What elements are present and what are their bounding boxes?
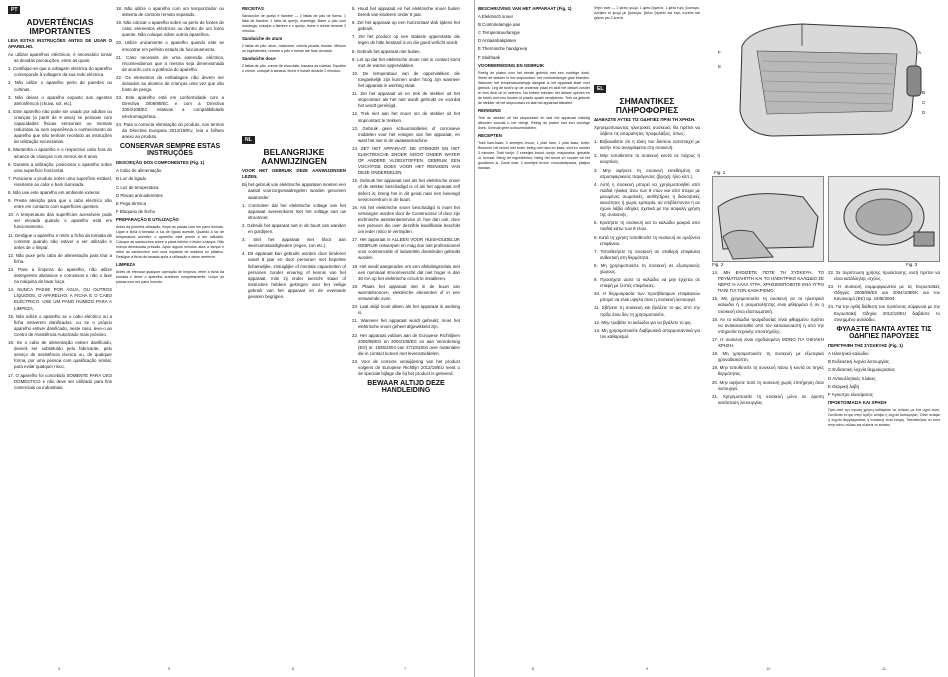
list-item: Bij het gebruik van elektrische apparaten moeten een aantal voorzorgsmaatregelen worden genomen waaronder: xyxy=(242,182,346,200)
fig-label-c: C xyxy=(922,100,926,105)
list-item: E Thermische handgreep xyxy=(478,46,528,52)
keep-instructions-el: ΦΥΛΑΞΤΕ ΠΑΝΤΑ ΑΥΤΕΣ ΤΙΣ ΟΔΗΓΙΕΣ ΠΑΡΟΥΣΕΣ xyxy=(836,325,932,340)
warning-list-pt-2 xyxy=(116,6,224,140)
list-item: 18. Não utilize o aparelho com um temporizador ou sistema de controlo remoto separado. xyxy=(116,6,224,18)
list-item: B Luz de ligado xyxy=(116,176,147,182)
list-item: E Θερμική λαβή xyxy=(828,383,860,389)
intro-el: ΔΙΑΒΑΣΤΕ ΑΥΤΕΣ ΤΙΣ ΟΔΗΓΙΕΣ ΠΡΙΝ ΤΗ ΧΡΗΣΗ. xyxy=(594,116,696,122)
list-item: 17. Η συσκευή είναι σχεδιασμένη ΜΟΝΟ ΓΙΑ ΟΙΚΙΑΚΗ ΧΡΗΣΗ. xyxy=(712,336,824,349)
page-number: 5 xyxy=(168,666,171,671)
list-item: 19. Μην τοποθετείτε τη συσκευή πάνω ή κοντά σε πηγές θερμότητας. xyxy=(712,365,824,377)
body-text: 2 fatias de pão, creme de chocolate, banana às rodelas. Espalhe o creme, coloque a banana, feche e tueste durante 2 minutos. xyxy=(242,64,346,74)
subheading: DESCRIÇÃO DOS COMPONENTES (Fig. 1) xyxy=(116,160,205,166)
list-item: 8. Μη χρησιμοποιείτε τη συσκευή σε εξωτερικούς χώρους. xyxy=(594,262,700,274)
body-text: Ψητό τοστ — 2 φέτες ψωμί, 1 φέτα ζαμπόν, 1 φέτα τυρί, βούτυρο. Αλείψτε το ψωμί με βούτυρο, βάλτε ζαμπόν και τυρί, κλείστε και ψήστε για 3 λεπτά. xyxy=(594,6,700,20)
fig-caption-1: Fig. 1 xyxy=(714,170,726,175)
page-number: 8 xyxy=(532,666,535,671)
fig-label-d: D xyxy=(922,110,926,115)
list-item: 15. Μη χρησιμοποιείτε τη συσκευή αν το ηλεκτρικό καλώδιο ή ο ρευματολήπτης είναι φθαρμένα ή αν η συσκευή είναι ελαττωματική. xyxy=(712,296,824,314)
body-text: Antes de efectuar qualquer operação de limpeza, retire a ficha da tomada e deixe o aparelho arrefecer completamente. Limpe as placas com um pano húmido. xyxy=(116,270,224,285)
list-item: 3. Μην αφήνετε τη συσκευή εκτεθειμένη σε ατμοσφαιρικούς παράγοντες (βροχή, ήλιο κλπ.). xyxy=(594,167,700,179)
list-item: F Bloqueio de fecho xyxy=(116,208,156,214)
body-text: Antes da primeira utilização, limpe as placas com um pano húmido. Ligue a ficha à tomada: a luz de ligado acende. Quando a luz de temperatura acender, o aparelho está pronto a ser utilizado. Coloque as sanduíches sobre a placa inferior e feche a tampa. Não exerça demasiada pressão. Após alguns minutos abra a tampa e retire as sanduíches com uma espátula de madeira ou plástico. Desligue a ficha da tomada após a utilização e deixe arrefecer. xyxy=(116,225,224,260)
list-item: C Luz de temperatura xyxy=(116,184,159,190)
list-item: 4. Este aparelho não pode ser usado por adultos ou crianças (a partir de 8 anos) se pessoas com capacidades físicas sensoriais ou mentais reduzidas ou sem experiência e conhecimento do aparelho que não tenham recebido as instruções de utilização necessárias. xyxy=(8,108,112,145)
column-nl-1 xyxy=(242,6,346,661)
list-item: A Ηλεκτρικό καλώδιο xyxy=(828,351,869,357)
list-item: D Placas anti-aderentes xyxy=(116,192,163,198)
list-item: 6. Zet het apparaat op een horizontaal vlak tijdens het gebruik. xyxy=(352,20,460,32)
list-item: F Άγκιστρο κλεισίματος xyxy=(828,391,874,397)
list-item: 22. Het apparaat voldoet aan de Europese Richtlijnen 2006/95/EG en 2004/108/EG en aan Verordening (EG) nr. 1935/2004 van 27/10/2004 over materialen die in contact komen met levensmiddelen. xyxy=(352,332,460,356)
list-item: 14. ΜΗ ΒΥΘΙΖΕΤΕ ΠΟΤΕ ΤΗ ΣΥΣΚΕΥΗ, ΤΟ ΡΕΥΜΑΤΟΛΗΠΤΗ ΚΑΙ ΤΟ ΗΛΕΚΤΡΙΚΟ ΚΑΛΩΔΙΟ ΣΕ ΝΕΡΟ Ή ΑΛΛΑ ΥΓΡΑ. ΧΡΗΣΙΜΟΠΟΙΕΙΤΕ ΕΝΑ ΥΓΡΟ ΠΑΝΙ ΓΙΑ ΤΟΝ ΚΑΘΑΡΙΣΜΟ. xyxy=(712,270,824,294)
column-nl-3 xyxy=(478,6,590,661)
list-item: 7. Zet het product op een stabiele oppervlakte die tegen de hitte bestand is en die goed verlicht wordt. xyxy=(352,34,460,46)
subheading: VOORBEREIDING EN GEBRUIK xyxy=(478,62,545,68)
keep-instructions-nl: BEWAAR ALTIJD DEZE HANDLEIDING xyxy=(367,380,445,395)
list-item: 18. Het wordt aangeraden om een afsluitingsrelais met een nominaal stroomverschil dat niet hoger is dan 30 mA op het elektrische circuit te installeren. xyxy=(352,263,460,281)
list-item: 3. Não deixar o aparelho exposto aos agentes atmosféricos (chuva, sol, etc). xyxy=(8,94,112,106)
column-nl-2 xyxy=(352,6,460,661)
spacer xyxy=(594,23,700,85)
intro-pt: LEIA ESTAS INSTRUÇÕES ANTES DE USAR O APARELHO. xyxy=(8,37,112,49)
page-number: 11 xyxy=(882,666,887,671)
language-tag-pt: PT xyxy=(8,6,20,14)
body-text: 2 fatias de pão, atum, maionese, cebola picada, tomate. Misture os ingredientes, recheie o pão e tueste até ficar dourado. xyxy=(242,44,346,54)
subheading: ΠΕΡΙΓΡΑΦΗ ΤΗΣ ΣΥΣΚΕΥΗΣ (Fig. 1) xyxy=(828,343,903,349)
subheading: REINIGING xyxy=(478,107,501,113)
list-item: 5. Houd het apparaat en het elektrische snoer buiten bereik van kinderen onder 8 jaar. xyxy=(352,6,460,18)
warning-list-pt xyxy=(8,52,112,391)
parts-list-pt xyxy=(116,168,224,215)
warning-list-nl-2 xyxy=(352,6,460,377)
warning-list-el-2 xyxy=(712,270,824,406)
warning-list-el xyxy=(594,125,700,340)
list-item: 22. Σε περίπτωση χρήσης προέκτασης, αυτή πρέπει να είναι κατάλληλης ισχύος. xyxy=(828,270,940,282)
figure-3 xyxy=(828,176,940,262)
figure-1 xyxy=(712,6,942,175)
list-item: 21. Caso necessite de uma extensão eléctrica, recomendamos que a mesma seja dimensionada de acordo com a potência do aparelho. xyxy=(116,54,224,72)
column-pt-2 xyxy=(116,6,224,661)
column-el-1 xyxy=(594,6,700,661)
parts-list-nl xyxy=(478,14,590,61)
body-text: Sanduíche de queijo e fiambre — 2 fatias de pão de forma, 1 fatia de fiambre, 1 fatia de queijo, manteiga. Barre o pão com manteiga, coloque o fiambre e o queijo, feche e tueste durante 3 minutos. xyxy=(242,14,346,34)
list-item: A Elektrisch snoer xyxy=(478,14,514,20)
list-item: D Antiaanbakplaten xyxy=(478,38,517,44)
list-item: 2. Gebruik het apparaat niet in de buurt van wanden en gordijnen. xyxy=(242,222,346,235)
list-item: 12. Não puxe pelo cabo de alimentação para tirar a ficha. xyxy=(8,252,112,264)
center-fold xyxy=(474,0,475,677)
warning-list-el-3 xyxy=(828,270,940,323)
list-item: 14. NUNCA PASSE POR ÁGUA, OU OUTROS LÍQUIDOS, O APARELHO, A FICHA E O CABO ELÉCTRICO. USE UM PANO HÚMIDO PARA A LIMPEZA. xyxy=(8,287,112,311)
list-item: 7. Τοποθετήστε τη συσκευή σε σταθερή επιφάνεια ανθεκτική στη θερμότητα. xyxy=(594,248,700,260)
parts-list-el xyxy=(828,351,940,398)
body-text: Tosti ham-kaas: 2 sneetjes brood, 1 plak ham, 1 plak kaas, boter. Besmeer het brood met boter, beleg met ham en kaas, sluit en rooster 3 minuten. Tosti tonijn: 2 sneetjes brood, tonijn, mayonaise, gehakte ui, tomaat. Meng de ingrediënten, beleg het brood en rooster tot het goudbruin is. Zoete tosti: 2 sneetjes brood, chocoladepasta, plakjes banaan. xyxy=(478,140,590,170)
list-item: B Ενδεικτική λυχνία λειτουργίας xyxy=(828,359,890,365)
list-item: 13. Gebruik geen schuurmiddelen of corrosieve middelen voor het reinigen van het apparaat, en wast het niet in de vaatwasmachine. xyxy=(352,125,460,143)
subheading: LIMPEZA xyxy=(116,262,136,268)
list-item: 2. Μην τοποθετείτε τη συσκευή κοντά σε τοίχους ή κουρτίνες. xyxy=(594,153,700,165)
language-tag-el: EL xyxy=(594,85,606,93)
fig-label-e: E xyxy=(718,64,722,69)
list-item: 7. Posicione o produto sobre uma superfície estável, resistente ao calor e bem iluminada. xyxy=(8,175,112,187)
list-item: 4. Αυτή η συσκευή μπορεί να χρησιμοποιηθεί από παιδιά ηλικίας άνω των 8 ετών και από άτομα με μειωμένες σωματικές, αισθητήριες ή διανοητικές ικανότητες ή χωρίς εμπειρία, αν επιβλέπονται ή αν έχουν λάβει οδηγίες σχετικά με την ασφαλή χρήση της συσκευής. xyxy=(594,181,700,218)
list-item: 13. Μη χρησιμοποιείτε διαβρωτικά απορρυπαντικά για τον καθαρισμό. xyxy=(594,327,700,339)
list-item: 10. De temperatuur van de oppervlakken die toegankelijk zijn kunnen onder hoog zijn wanneer het apparaat in werking staat. xyxy=(352,70,460,89)
page-number: 10 xyxy=(766,666,771,671)
list-item: 9. Let op dat het elektrische snoer niet in contact komt met de warme oppervlakken. xyxy=(352,56,460,68)
list-item: 4. Dit apparaat kan gebruikt worden door kinderen vanaf 8 jaar en door personen met beperkte lichamelijke, zintuiglijke of mentale capaciteiten of personen zonder ervaring of kennis van het apparaat, mits zij onder toezicht staan of instructies hebben gekregen over het veilige gebruik van het apparaat en de eventuele gevaren begrijpen. xyxy=(242,251,346,299)
column-el-3 xyxy=(828,270,940,660)
page-number: 6 xyxy=(292,666,295,671)
list-item: 16. Αν το καλώδιο τροφοδοσίας είναι φθαρμένο πρέπει να αντικατασταθεί από τον κατασκευαστή ή από την υπηρεσία τεχνικής υποστήριξης. xyxy=(712,316,824,334)
spacer xyxy=(242,76,346,136)
fig-label-a: A xyxy=(918,50,922,55)
list-item: 23. Voor de correcte verwijdering van het product volgens de Europese Richtlijn 2012/19/EU leest u de speciale bijlage die bij het product is geleverd. xyxy=(352,358,460,377)
list-item: 19. Não colocar o aparelho sobre ou perto de fontes de calor, elementos eléctricos ou dentro de um forno quente. Não coloque sobre outros aparelhos. xyxy=(116,20,224,38)
list-item: 23. Este aparelho está em conformidade com a Directiva 2006/95/EC e com a Directiva 2004/108/EC relativas a compatibilidade electromagnética. xyxy=(116,95,224,119)
list-item: 1. Certifique-se que a voltagem eléctrica do aparelho corresponde à voltagem da sua rede eléctrica. xyxy=(8,66,112,78)
list-item: 20. Laat altijd nooit alleen als het apparaat in werking is. xyxy=(352,304,460,316)
list-item: 10. A temperatura das superfícies acessíveis pode ser elevada quando o aparelho está em funcionamento. xyxy=(8,212,112,230)
list-item: 13. Para a limpeza do aparelho, não utilize detergentes abrasivos e corrosivos e não o lave na máquina de lavar loiça. xyxy=(8,267,112,285)
list-item: 18. Μη χρησιμοποιείτε τη συσκευή με εξωτερικό χρονοδιακόπτη. xyxy=(712,351,824,363)
subheading: Sanduíche doce xyxy=(242,56,276,62)
list-item: 16. Se o cabo de alimentação estiver danificado, deverá ser substituído pelo fabricante, pelo serviço de assistência técnica ou, de qualquer forma, por uma pessoa com qualificação similar, para evitar qualquer risco. xyxy=(8,340,112,370)
fig-caption-2: Fig. 2 xyxy=(712,262,724,267)
list-item: 14. ZET HET APPARAAT, DE STEKKER EN HET ELEKTRISCHE SNOER NOOIT ONDER WATER OF ANDERE VLOEISTOFFEN. GEBRUIK EEN VOCHTIGE DOEK VOOR HET REINIGEN VAN DEZE ONDERDELEN. xyxy=(352,145,460,176)
page-number: 4 xyxy=(58,666,61,671)
fig-label-f: F xyxy=(718,50,721,55)
list-item: 8. Não use este aparelho em ambiente exterior. xyxy=(8,189,101,195)
list-item: 1. Βεβαιωθείτε ότι η τάση του δικτύου αντιστοιχεί με αυτήν που αναγράφεται στη συσκευή. xyxy=(594,139,700,151)
list-item: 21. Χρησιμοποιείτε τη συσκευή μόνο σε άριστη κατάσταση λειτουργίας. xyxy=(712,393,824,405)
list-item: 11. Σβήνετε τη συσκευή και βγάζετε το φις από την πρίζα όταν δεν τη χρησιμοποιείτε. xyxy=(594,305,700,317)
intro-nl: VOOR HET GEBRUIK DEZE AANWIJZINGEN LEZEN. xyxy=(242,168,346,180)
list-item: 16. Als het elektrische snoer beschadigd is moet het vervangen worden door de Constructeur of door zijn technische assistentieservice of, hoe dan ook, door een persoon die over dezelfde kwalificatie beschikt om ieder risico te vermijden. xyxy=(352,204,460,235)
list-item: 5. Κρατήστε τη συσκευή και το καλώδιο μακριά από παιδιά κάτω των 8 ετών. xyxy=(594,220,700,232)
language-tag-nl: NL xyxy=(242,136,255,144)
list-item: C Temperatuurlampje xyxy=(478,30,520,36)
list-item: 15. Não utilize o aparelho se o cabo eléctrico ou a ficha estiverem danificados, ou se o próprio aparelho estiver danificado, neste caso, leve-o ao Centro de Assistência Autorizado mais próximo. xyxy=(8,313,112,337)
subheading: Sanduíche de atum xyxy=(242,36,283,42)
section-title-el: ΣΗΜΑΝΤΙΚΕΣ ΠΛΗΡΟΦΟΡΙΕΣ xyxy=(615,96,679,115)
subheading: RECEITAS xyxy=(242,6,264,11)
subheading: ΠΡΟΕΤΟΙΜΑΣΙΑ ΚΑΙ ΧΡΗΣΗ xyxy=(828,399,887,405)
section-title-pt: ADVERTÊNCIAS IMPORTANTES xyxy=(26,17,94,36)
list-item: 6. Κατά τη χρήση τοποθετείτε τη συσκευή σε οριζόντια επιφάνεια. xyxy=(594,234,700,246)
list-item: 9. Preste atenção para que o cabo eléctrico não entre em contacto com superfícies quentes. xyxy=(8,198,112,210)
list-item: 15. Gebruik het apparaat niet als het elektrische snoer of de stekker beschadigd is of als het apparaat zelf defect is; breng het in dit geval naar een bevoegd servicecentrum in de buurt. xyxy=(352,178,460,202)
page-number: 7 xyxy=(404,666,407,671)
fig2-illustration xyxy=(713,177,823,261)
list-item: C Ενδεικτική λυχνία θερμοκρασίας xyxy=(828,367,895,373)
warning-list-nl xyxy=(242,182,346,300)
sandwich-maker-illustration xyxy=(712,6,942,166)
list-item: E Pega térmica xyxy=(116,200,147,206)
subheading: BESCHRIJVING VAN HET APPARAAT (Fig. 1) xyxy=(478,6,572,11)
list-item: 24. Para a correcta eliminação do produto, nos termos da Directiva Europeia 2012/19/EU, leia o folheto anexo ao produto. xyxy=(116,121,224,139)
list-item: 2. Não utilize o aparelho perto de paredes ou cortinas. xyxy=(8,80,112,92)
list-item: B Controlelampje aan xyxy=(478,22,521,28)
page-number: 9 xyxy=(646,666,649,671)
list-item: 17. O aparelho foi concebido SOMENTE PARA USO DOMÉSTICO e não deve ser utilizado para fins comerciais ou industriais. xyxy=(8,372,112,390)
column-pt-1 xyxy=(8,6,112,661)
fig3-illustration xyxy=(829,177,939,261)
body-text: Reinig de platen voor het eerste gebruik met een vochtige doek. Steek de stekker in het stopcontact: het controlelampje gaat branden. Wanneer het temperatuurlampje aangaat is het apparaat klaar voor gebruik. Leg de tosti's op de onderste plaat en sluit het deksel zonder te veel druk uit te oefenen. Na enkele minuten het deksel openen en de tosti's met een houten of plastic spatel verwijderen. Trek na gebruik de stekker uit het stopcontact en laat het apparaat afkoelen. xyxy=(478,70,590,105)
figure-2 xyxy=(712,176,824,262)
body-text: Πριν από την πρώτη χρήση καθαρίστε τις πλάκες με ένα υγρό πανί. Συνδέστε το φις στην πρίζα: ανάβει η λυχνία λειτουργίας. Όταν ανάψει η λυχνία θερμοκρασίας η συσκευή είναι έτοιμη. Τοποθετήστε τα τοστ στην κάτω πλάκα και κλείστε το καπάκι. xyxy=(828,407,940,427)
list-item: D Αντικολλητικές πλάκες xyxy=(828,375,876,381)
list-item: 8. Gebruik het apparaat niet buiten. xyxy=(352,48,421,54)
list-item: Ao utilizar aparelhos eléctricos, é necessário tomar as devidas precauções, entre as quais: xyxy=(8,52,112,64)
list-item: 11. Desligue o aparelho e retire a ficha da tomada de corrente quando não estiver a ser utilizado e antes de o limpar. xyxy=(8,232,112,250)
list-item: 19. Plaats het apparaat niet in de buurt van warmtebronnen, elektrische elementen of in een verwarmde oven. xyxy=(352,283,460,302)
list-item: 10. Η θερμοκρασία των προσβάσιμων επιφανειών μπορεί να είναι υψηλή όταν η συσκευή λειτουργεί. xyxy=(594,291,700,303)
list-item: 12. Trek niet aan het snoer om de stekker uit het stopcontact te trekken. xyxy=(352,111,460,123)
list-item: 9. Προσέχετε ώστε το καλώδιο να μην έρχεται σε επαφή με ζεστές επιφάνειες. xyxy=(594,277,700,289)
column-el-2 xyxy=(712,270,824,660)
list-item: 20. Utilize unicamente o aparelho quando este se encontrar em perfeito estado de funcionamento. xyxy=(116,40,224,52)
fig-label-b: B xyxy=(922,90,926,95)
fig-caption-3: Fig. 3 xyxy=(906,262,918,267)
list-item: 5. Mantenha o aparelho e o respectivo cabo fora do alcance de crianças com menos de 8 anos. xyxy=(8,147,112,159)
list-item: 12. Μην τραβάτε το καλώδιο για να βγάλετε το φις. xyxy=(594,319,692,325)
body-text: Trek de stekker uit het stopcontact en laat het apparaat volledig afkoelen voordat u het reinigt. Reinig de platen met een vochtige doek. Gebruik geen schuurmiddelen. xyxy=(478,115,590,130)
list-item: 24. Για την ορθή διάθεση του προϊόντος σύμφωνα με την Ευρωπαϊκή Οδηγία 2012/19/EU διαβάστε το συνημμένο φυλλάδιο. xyxy=(828,304,940,322)
list-item: A Cabo de alimentação xyxy=(116,168,162,174)
list-item: F Sluithaak xyxy=(478,54,500,60)
list-item: 23. Η συσκευή συμμορφώνεται με τις Ευρωπαϊκές Οδηγίες 2006/95/ΕΚ και 2004/108/ΕΚ και τον Κανονισμό (ΕΚ) αρ. 1935/2004. xyxy=(828,284,940,302)
list-item: 20. Μην αφήνετε ποτέ τη συσκευή χωρίς επιτήρηση όταν λειτουργεί. xyxy=(712,379,824,391)
list-item: 1. Controleer dat het elektrische voltage van het apparaat overeenkomt met het voltage van uw stroomnet. xyxy=(242,202,346,220)
subheading: PREPARAÇÃO E UTILIZAÇÃO xyxy=(116,216,179,222)
list-item: 22. Os elementos da embalagem não devem ser deixados ao alcance de crianças uma vez que são fonte de perigo. xyxy=(116,74,224,93)
list-item: Χρησιμοποιώντας ηλεκτρικές συσκευές θα πρέπει να λάβετε τις απαραίτητες προφυλάξεις, όπως: xyxy=(594,125,700,137)
list-item: 11. Zet het apparaat uit en trek de stekker uit het stopcontact als het niet wordt gebruikt en voordat het wordt gereinigd. xyxy=(352,91,460,109)
subheading: RECEPTEN xyxy=(478,132,502,138)
list-item: 21. Wanneer het apparaat wordt gebruikt, moet het elektrische snoer geheel afgewikkeld zijn. xyxy=(352,318,460,330)
list-item: 3. Stel het apparaat niet bloot aan weersomstandigheden (regen, zon etc.). xyxy=(242,237,346,249)
keep-instructions-pt: CONSERVAR SEMPRE ESTAS INSTRUÇÕES xyxy=(119,142,221,158)
section-title-nl: BELANGRIJKE AANWIJZINGEN xyxy=(261,147,327,166)
list-item: 17. Het apparaat is ALLEEN VOOR HUISHOUDELIJK GEBRUIK ontworpen en mag dus niet professioneel voor commerciële of industriële doeleinden gebruikt worden. xyxy=(352,237,460,261)
list-item: 6. Durante a utilização, posicionar o aparelho sobre uma superfície horizontal. xyxy=(8,161,112,173)
